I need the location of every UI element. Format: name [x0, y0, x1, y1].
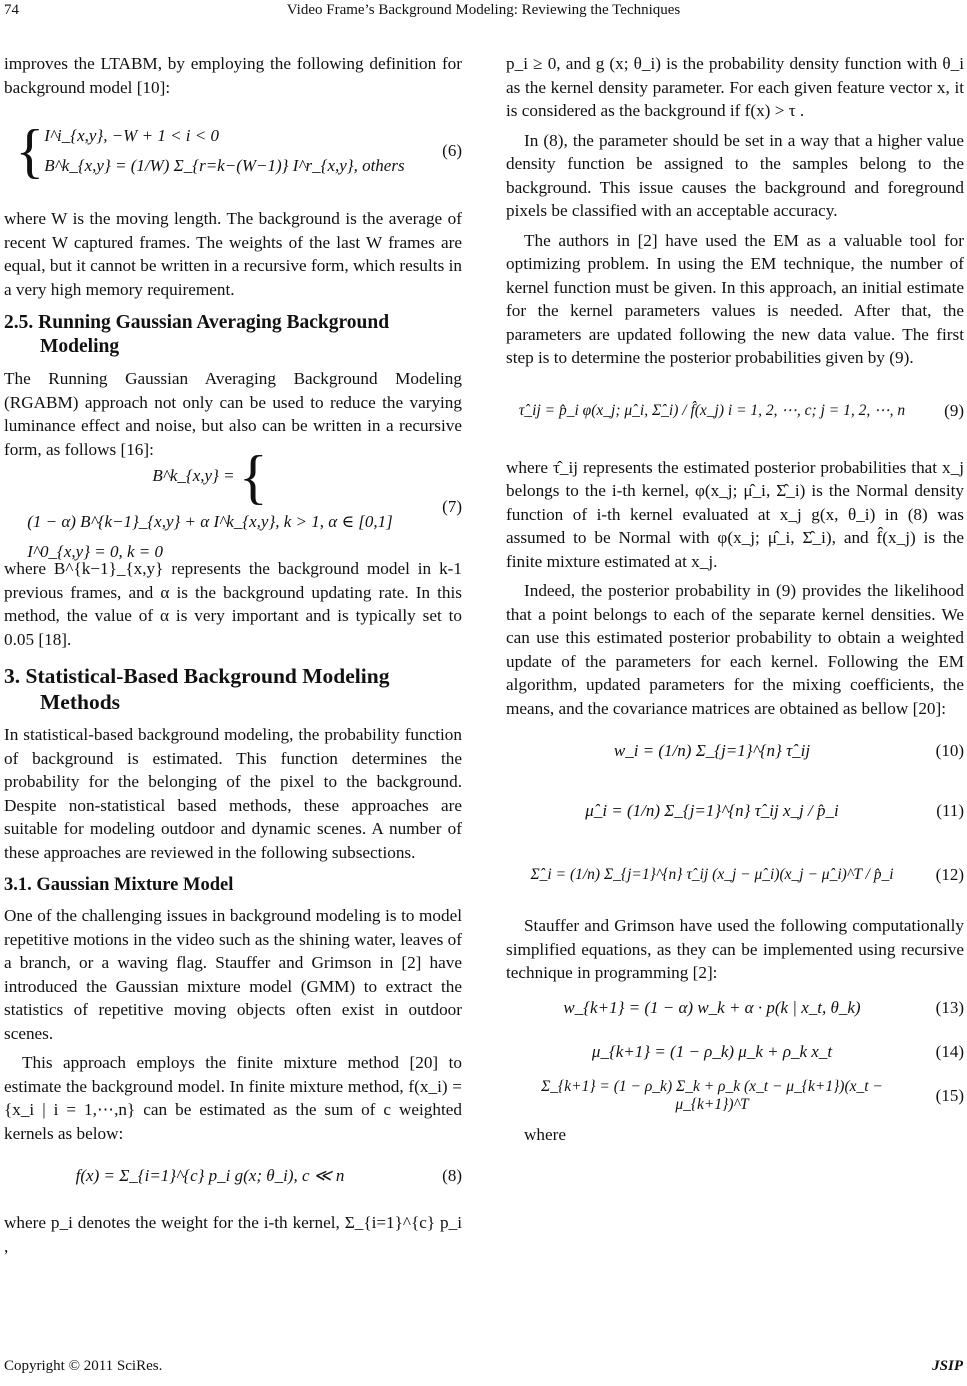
paragraph: where B^{k−1}_{x,y} represents the background model in k-1 previous frames, and α is the background updating rate. In this method, the value of α is very important and is typically set to 0.05 [18]. — [4, 559, 462, 649]
page-footer — [4, 1358, 963, 1375]
paragraph: The authors in [2] have used the EM as a valuable tool for optimizing problem. In using the EM technique, the number of kernel function must be given. In this approach, an initial estimate for the kernel parameters values is needed. After that, the parameters are updated following the new data value. The first step is to determine the posterior probabilities given by (9). — [506, 230, 964, 367]
equation-13 — [506, 991, 964, 1025]
equation-12 — [506, 846, 964, 904]
paragraph: where — [524, 1124, 566, 1144]
eq7-lhs: B^k_{x,y} = — [152, 465, 235, 485]
eq15-body: Σ_{k+1} = (1 − ρ_k) Σ_k + ρ_k (x_t − μ_{k+1})(x_t − μ_{k+1})^T — [541, 1077, 883, 1113]
equation-number: (12) — [935, 865, 964, 884]
paragraph: p_i ≥ 0, and g (x; θ_i) is the probability density function with θ_i as the kernel density parameter. For each given feature vector x, it is considered as the background if f(x) > τ . — [506, 54, 964, 120]
left-column — [4, 52, 462, 1264]
eq9-body: τ̂_ij = p̂_i φ(x_j; μ̂_i, Σ̂_i) / f̂(x_j) i = 1, 2, ⋯, c; j = 1, 2, ⋯, n — [518, 402, 906, 419]
subsection-heading: 3.1. Gaussian Mixture Model — [4, 875, 234, 895]
paragraph: improves the LTABM, by employing the following definition for background model [10]: — [4, 54, 462, 97]
equation-9 — [506, 376, 964, 446]
eq8-body: f(x) = Σ_{i=1}^{c} p_i g(x; θ_i), c ≪ n — [75, 1166, 345, 1185]
paragraph: In statistical-based background modeling, the probability function of background is estimated. This function determines the probability for the belonging of the pixel to the background. Despite non-statistical based methods, these approaches are suitable for modeling outdoor and dynamic scenes. A number of these approaches are reviewed in the following subsections. — [4, 725, 462, 862]
eq12-body: Σ̂_i = (1/n) Σ_{j=1}^{n} τ̂_ij (x_j − μ̂_i)(x_j − μ̂_i)^T / p̂_i — [530, 866, 894, 883]
equation-number: (8) — [442, 1166, 462, 1185]
paragraph: This approach employs the finite mixture method [20] to estimate the background model. In finite mixture method, f(x_i) = {x_i | i = 1,⋯,n} can be estimated as the sum of c weighted kernels as below: — [4, 1053, 462, 1143]
equation-11 — [506, 786, 964, 836]
equation-number: (14) — [935, 1041, 964, 1061]
equation-number: (13) — [935, 997, 964, 1017]
eq10-body: w_i = (1/n) Σ_{j=1}^{n} τ̂_ij — [613, 741, 811, 760]
running-title: Video Frame’s Background Modeling: Reviewing the Techniques — [286, 2, 681, 18]
paragraph: The Running Gaussian Averaging Background Modeling (RGABM) approach not only can be used to reduce the varying luminance effect and noise, but also can be written in a recursive form, as follows [16]: — [4, 369, 462, 459]
copyright: Copyright © 2011 SciRes. — [4, 1358, 163, 1374]
equation-15 — [506, 1079, 964, 1113]
equation-10 — [506, 726, 964, 776]
equation-number: (9) — [944, 400, 964, 420]
eq7-case-2: I^0_{x,y} = 0, k = 0 — [27, 542, 163, 561]
equation-14 — [506, 1035, 964, 1069]
paragraph: One of the challenging issues in background modeling is to model repetitive motions in the video such as the shining water, leaves of a branch, or a waving flag. Stauffer and Grimson in [2] have introduced the Gaussian mixture model (GMM) to extract the statistics of repetitive moving objects often exist in outdoor scenes. — [4, 906, 462, 1043]
page-header — [0, 0, 967, 26]
equation-number: (10) — [935, 741, 964, 760]
equation-number: (11) — [936, 801, 964, 820]
journal-name: JSIP — [932, 1358, 963, 1374]
eq6-case-1: I^i_{x,y}, −W + 1 < i < 0 — [44, 126, 219, 145]
section-heading: 3. Statistical-Based Background Modeling Methods — [4, 664, 390, 714]
eq6-case-2: B^k_{x,y} = (1/W) Σ_{r=k−(W−1)} I^r_{x,y}, others — [44, 156, 405, 175]
eq13-body: w_{k+1} = (1 − α) w_k + α · p(k | x_t, θ_k) — [563, 997, 861, 1017]
equation-number: (15) — [935, 1085, 964, 1105]
page-number: 74 — [4, 2, 19, 18]
paragraph: Stauffer and Grimson have used the following computationally simplified equations, as they can be implemented using recursive technique in programming [2]: — [506, 916, 964, 982]
section-heading: 2.5. Running Gaussian Averaging Background Modeling — [4, 312, 390, 357]
equation-6: {I^i_{x,y}, −W + 1 < i < 0 B^k_{x,y} = (1/W) Σ_{r=k−(W−1)} I^r_{x,y}, others (6) — [15, 118, 462, 184]
eq7-case-1: (1 − α) B^{k−1}_{x,y} + α I^k_{x,y}, k > 1, α ∈ [0,1] — [27, 512, 393, 531]
paragraph: In (8), the parameter should be set in a way that a higher value density function be assigned to the samples belong to the background. This issue causes the background and foreground pixels be classified with an acceptable accuracy. — [506, 130, 964, 220]
paragraph: where W is the moving length. The background is the average of recent W captured frames. The weights of the last W frames are equal, but it cannot be written in a recursive form, which results in a very high memory requirement. — [4, 209, 462, 299]
equation-number: (6) — [442, 141, 462, 160]
paragraph: Indeed, the posterior probability in (9) provides the likelihood that a point belongs to each of the separate kernel densities. We can use this estimated posterior probability to obtain a weighted update of the parameters for each kernel. Following the EM algorithm, updated parameters for the mixing coefficients, the means, and the covariance matrices are obtained as bellow [20]: — [506, 581, 964, 718]
equation-7: B^k_{x,y} = {(1 − α) B^{k−1}_{x,y} + α I^k_{x,y}, k > 1, α ∈ [0,1] I^0_{x,y} = 0, k = 0 (7) — [27, 444, 462, 561]
eq14-body: μ_{k+1} = (1 − ρ_k) μ_k + ρ_k x_t — [591, 1041, 833, 1061]
eq11-body: μ̂_i = (1/n) Σ_{j=1}^{n} τ̂_ij x_j / p̂_i — [585, 801, 839, 820]
equation-number: (7) — [442, 497, 462, 516]
paragraph: where τ̂_ij represents the estimated posterior probabilities that x_j belongs to the i-th kernel, φ(x_j; μ̂_i, Σ̂_i) is the Normal density function of i-th kernel evaluated at x_j g(x, θ_i) in (8) was assumed to be Normal with φ(x_j; μ̂_i, Σ̂_i), and f̂(x_j) is the finite mixture estimated at x_j. — [506, 457, 964, 571]
paragraph: where p_i denotes the weight for the i-th kernel, Σ_{i=1}^{c} p_i , — [4, 1213, 462, 1256]
right-column — [506, 52, 964, 1152]
equation-8 — [4, 1151, 462, 1201]
